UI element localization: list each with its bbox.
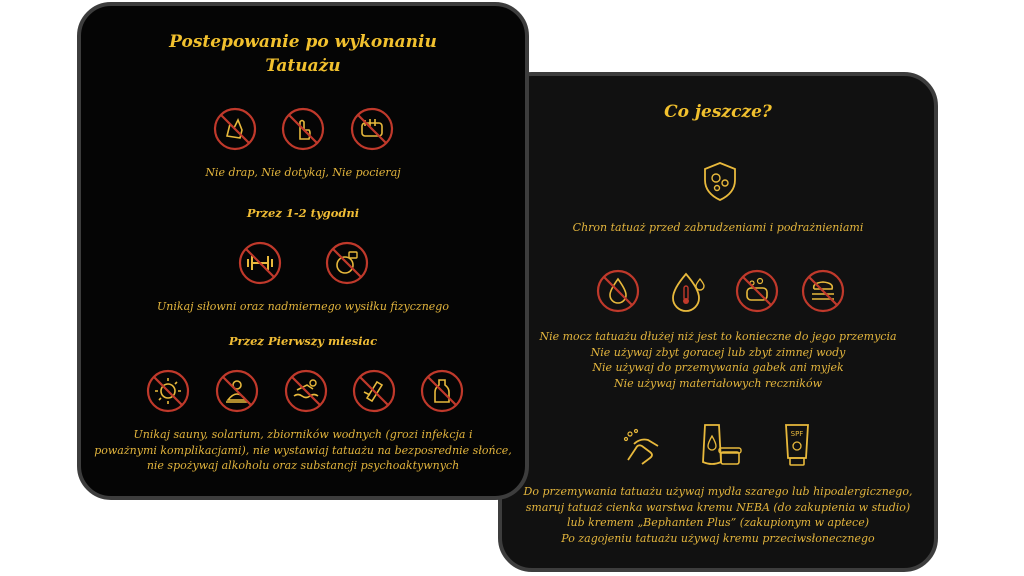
wash-hands-icon [620, 424, 666, 470]
no-alcohol-icon [351, 368, 397, 414]
protect-caption: Chron tatuaż przed zabrudzeniami i podrażnieniami [572, 221, 864, 234]
water-rule-line: Nie używaj materiałowych reczników [614, 376, 822, 390]
water-rule-line: Nie używaj do przemywania gabek ani myjek [592, 361, 844, 374]
no-swim-icon [283, 368, 329, 414]
no-sun-icon [145, 368, 191, 414]
no-effort-icon [324, 240, 370, 286]
title-line-2: Tatuażu [265, 56, 341, 76]
aftercare-card [77, 2, 529, 500]
shield-germs-icon [697, 158, 743, 204]
sunscreen-icon [774, 422, 820, 468]
care-line: Po zagojeniu tatuażu używaj kremu przeciwsłonecznego [561, 531, 875, 545]
no-rub-icon [349, 106, 395, 152]
water-rule-line: Nie używaj zbyt goracej lub zbyt zimnej wody [590, 345, 846, 359]
month-caption-line: poważnymi komplikacjami), nie wystawiaj tatuażu na bezposrednie słońce, [94, 443, 512, 457]
no-sauna-icon [214, 368, 260, 414]
subheading-month: Przez Pierwszy miesiac [228, 334, 378, 348]
spf-label: SPF [790, 430, 804, 438]
no-drugs-icon [419, 368, 465, 414]
card-title [81, 30, 525, 78]
water-temperature-icon [666, 268, 712, 314]
no-soak-icon [595, 268, 641, 314]
care-line: lub kremem „Bephanten Plus” (zakupionym w aptece) [567, 516, 869, 529]
no-touch-icon [280, 106, 326, 152]
gym-caption: Unikaj siłowni oraz nadmiernego wysiłku fizycznego [157, 300, 449, 313]
no-scratch-caption: Nie drap, Nie dotykaj, Nie pocieraj [205, 166, 401, 179]
month-caption [81, 427, 525, 474]
no-sponge-icon [734, 268, 780, 314]
month-caption-line: Unikaj sauny, solarium, zbiorników wodnych (grozi infekcja i [133, 428, 473, 441]
care-line: Do przemywania tatuażu używaj mydła szarego lub hipoalergicznego, [523, 485, 913, 498]
extra-tips-card [498, 72, 938, 572]
cream-icon [699, 422, 745, 468]
card-title: Co jeszcze? [664, 102, 772, 122]
month-caption-line: nie spożywaj alkoholu oraz substancji psychoaktywnych [146, 459, 460, 472]
water-rules [502, 329, 934, 391]
care-line: smaruj tatuaż cienka warstwa kremu NEBA (do zakupienia w studio) [525, 500, 911, 514]
no-towel-icon [800, 268, 846, 314]
title-line-1: Postepowanie po wykonaniu [169, 32, 437, 52]
water-rule-line: Nie mocz tatuażu dłużej niż jest to konieczne do jego przemycia [539, 330, 897, 343]
care-instructions [502, 484, 934, 546]
subheading-weeks: Przez 1-2 tygodni [246, 206, 360, 220]
no-scratch-icon [212, 106, 258, 152]
no-gym-icon [237, 240, 283, 286]
